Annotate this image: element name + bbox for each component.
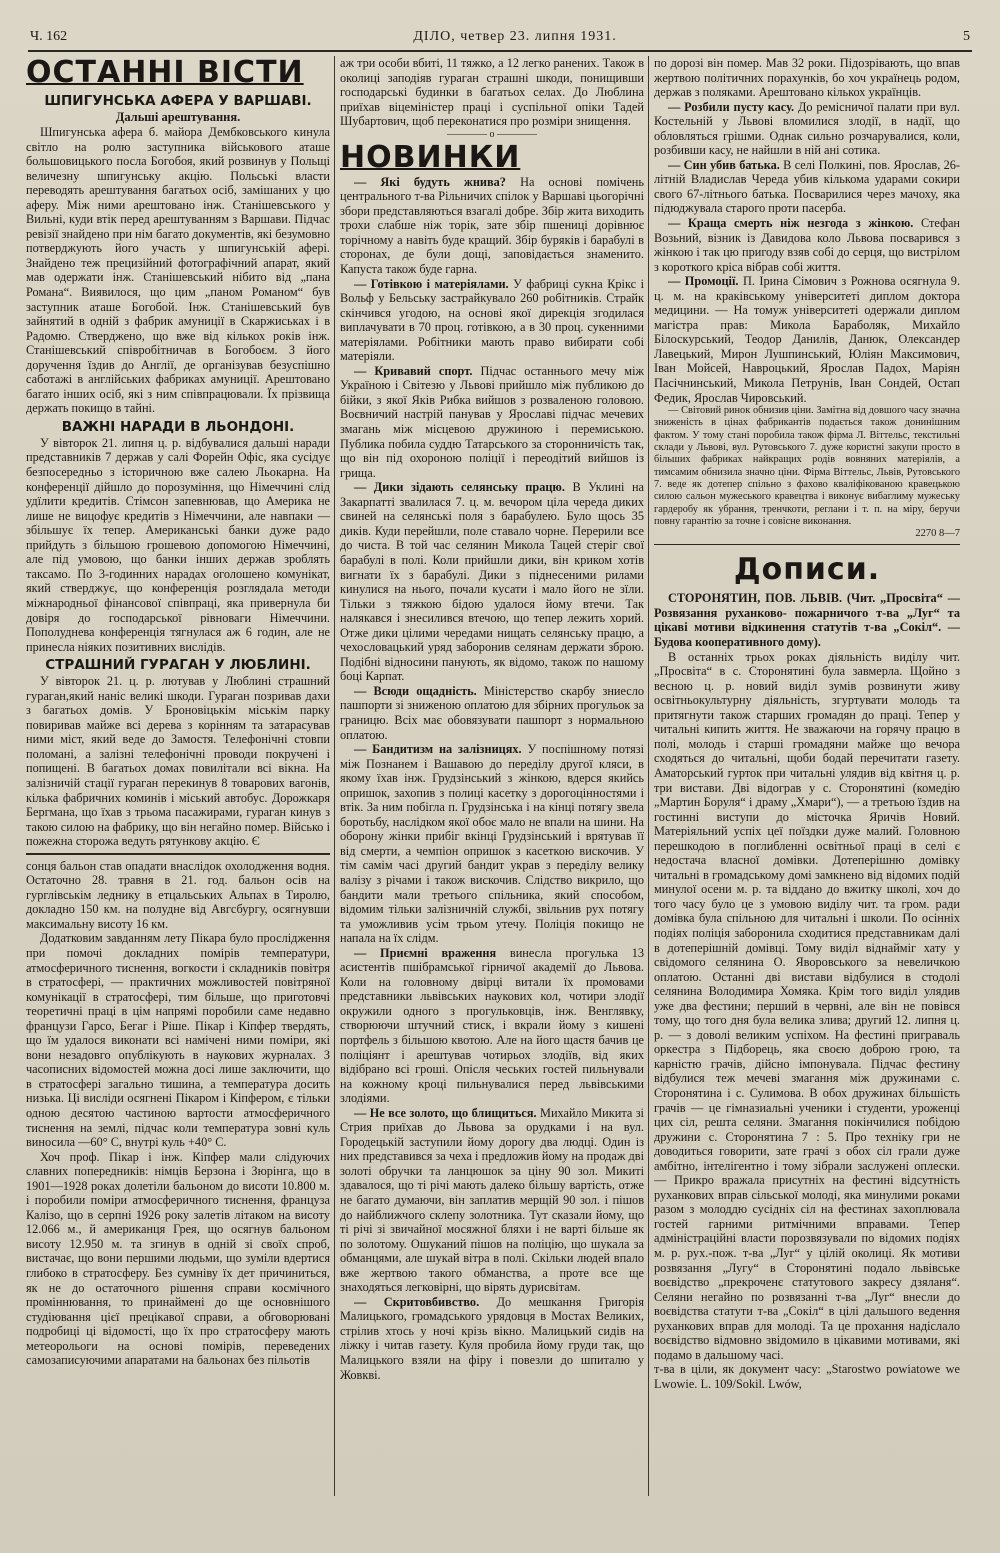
- header-rule: [28, 50, 972, 52]
- article-text: У вівторок 21. ц. р. лютував у Люблині страшний гураган,який наніс великі шкоди. Гураган позривав дахи з багатьох домів. У Броновіцькім міськім парку повиривав майже всі дерева з корінням та затарасував ними міст, який веде до Замостя. Телефонічні стовпи поломані, а залізні телефонічні проводи покручені і попищені. В багатьох домах повилітали всі вікна. На залізничій стації гураган перекинув 8 товарових вагонів, кілька фабричних коминів і міський автобус. Дорожкаря Бергмана, що їхав з трьома пасажирами, гураган кинув з такою силою на фабрику, що він негайно помер. Військо і пожежна сторожа ведуть рятункову акцію. Є: [26, 674, 330, 849]
- news-item-text: У фабриці сукна Крікс і Вольф у Бельську застрайкувало 260 робітників. Страйк скінчився угодою, на основі якої дирекція згодилася виплачувати в 70 проц. готівкою, а в 30 проц. сукенними матеріялами. Робітники мають право вибирати собі матеріяли.: [340, 276, 644, 364]
- news-item-head: — Не все золото, що блищиться.: [354, 1105, 537, 1120]
- article-text: Хоч проф. Пікар і інж. Кіпфер мали слідуючих славних попередників: німців Берзона і Зюрінга, що в 1901—1928 роках долетіли бальоном до висоти 10.800 м. і поробили поміри атмосферичного тиснення, француза Калізо, що в серпні 1926 року залетів літаком на висоту 12.066 м., й американця Грея, що осягнув бальоном висоту 12.950 м. та згинув в одній зі своїх спроб, вистачає, що вони першими людьми, що зуміли вдертися глибоко в стратосферу. Без сумніву їх дет причиниться, як не до остаточного рішення справи космічного проміннювання, то принаймені до ще основнішого студіювання цієї прецікавої справи, а обговорювані подробиці ці відомості, що їх про стратосферу мають метеорольоги на основі помірів, переведених самозаписуючими апаратами на бальонах без пільотів: [26, 1149, 330, 1368]
- news-item: [340, 364, 644, 480]
- news-item-head: — Всюди ощадність.: [354, 683, 477, 698]
- news-item-head: — Бандитизм на залізницях.: [354, 742, 522, 757]
- news-item: [340, 175, 644, 277]
- news-item: [340, 742, 644, 946]
- article-text: Додатковим завданням лету Пікара було прослідження при помочі докладних помірів температури, атмосферичного тиснення, вогкости і складників повітря в стратосфері, — практичних можливостей повітряної комунікації в стратосфері, тим більше, що приготовчі теоретичні праці в цім напрямі поробили саме недавно французи Гарсо, Бегаг і Ріше. Пікар і Кіпфер твердять, що їм удалося виконати всі намічені ними поміри, які вони незадовго опублікують в наукових журналах. З часописних відомостей можна досі лише заключити, що в стратосфері загально тишина, а температура досить низька. Ці висліди осягнені Пікаром і Кіпфером, є тільки одною десятою частиною вартости атмосферичного тиснення на землі, підчас коли температура зовні куль виносила —60° С, внутрі куль +40° С.: [26, 931, 330, 1150]
- news-item: [340, 946, 644, 1106]
- news-item: [654, 100, 960, 158]
- column-1: [26, 56, 330, 1496]
- section-rule: [26, 853, 330, 855]
- page-number: 5: [962, 29, 970, 44]
- article-text: сонця бальон став опадати внаслідок охолодження водня. Остаточно 28. травня в 21. год. бальон осів на гурглівськім леднику в етцальських Альпах в Тиролю, докладно 150 км. на полудне від Авгсбургу, осягнувши максимальну висоту 16 км.: [26, 858, 330, 931]
- article-text: У вівторок 21. липня ц. р. відбувалися дальші наради представників 7 держав у салі Форейн Офіс, яка сусідує безпосередньо з історичною вже салею Льокарна. На конференції дійшло до порозуміння, що Німеччині слід удїлити кредитів. Стімсон запевнював, що Америка не лише не вицофує кредитів з Німеччини, але навпаки — збільшує їх тепер. Американські банки дуже радо прийдуть з більшою грошевою допомогою Німеччині, але під умовою, що банки інших держав зроблять таксамо. По 3-годинних нарадах оголошено комунікат, який стверджує, що конференція розглядала методи міжнародньої фінансової співпраці, яка привернула би довіря до господарської рівноваги Німеччини. Пополуднева конференція тягнулася аж 6 годин, але не принесла ніяких позитивних вислідів.: [26, 435, 330, 654]
- issue-number: Ч. 162: [30, 29, 68, 44]
- correspondence-text: В останніх трьох роках діяльність виділу чит. „Просвіта“ в с. Сторонятині була завмерла. Щойно з весною ц. р. новий виділ зумів розвинути живу освітньокультурну діяльність, згуртувати молодь та притягнути також старших громадян до праці. Тепер у читальні кипить життя. Не зважаючи на горячу працю в полі, молодь і старші громадяни майже що вечора сходяться до читальні, щоби бодай перечитати газету. Аматорський гурток при читальні улядив від квітня ц. р. три вистави. Дві відограв у с. Сторонятині (комедію „Мартин Боруля“ і драму „Хмари“), — а третьою їздив на гостинні виступи до місточка Яричів Новий. Матеріяльний успіх цеї поїздки дуже малий. Головною перешкодою в поглибленні освітньої праці в селі є недостача власної домівки. Дотеперішню домівку читальні в громадському домі замкнено від відомих подій минулої осени м. р. та віддано до вжитку школі, хоч до того часу було це з умовою виділу чит. та гром. ради домівка була спільною для читальні і школи. По осінніх подіях поліція заборонила сходитися представникам далі в дотеперішній домівці. Тому виділ віднайміг хату у свідомого селянина О. Яворовського за невеличкою оплатою. Останні дві вистави відбулися в стодолі селянина Володимира Хомяка. Крім того виділ улядив уже два фестини; перший в червні, але він не повівся тому, що того дня була велика злива; другий 12. липня ц. р. — з доволі великим успіхом. На фестині приграваль оркестра з Підборець, яка своєю доброю грою, та карністю грачів, дійсно імпонувала. Підчас фестину відбулися теж мечеві змагання між дружинами с. Сторонятина і с. Сулимова. В обох дружинах більшість грачів — це гімназиальні ученики і студенти, уроженці цих сіл, решта селяни. Змагання покінчилися побідою дружини с. Сторонятина 7 : 5. Про техніку гри не доводиться говорити, зате грачі з обох сіл грали дуже амбітно, інтелігентно і тому зібрали заслужені оплески. — Прикро вражала присутніх на фестині відсутність руханкових вправ сільської молоді, яка минулими роками разом з молоддю сусідніх сіл на фестинах захоплювала гостей гарними ритмічними вправами. Тепер адміністраційні власти порозвязували по відомих подіях м. р. рух.-пож. т-ва „Луг“ у цілій околиці. Як мотиви розвязання „Лугу“ в Сторонятині подало львівське воєвідство „прекроченє статутового закресу дзяланя“. Селяни негайно по розвязанні т-ва „Луг“ внесли до воєвідства статути т-ва „Сокіл“ в цілі дальшого ведення руханкових вправ для молоді. Та це прохання надіслало воєвідство відмовно звідомило в цікавими мотивами, які подамо в дальшому часі.: [654, 649, 960, 1362]
- news-item-text: П. Ірина Сімович з Рожнова осягнула 9. ц. м. на краківському університеті диплом доктора медицини. — На томуж університеті одержали диплом магістра прав: Микола Бараболяк, Михайло Білоскурський, Теодор Данилів, Данюк, Олександер Лавецький, Мирон Лушпинський, Юліян Максимович, Іван Мойсей, Навроцький, Ярослав Падох, Маріян Пасічнинський, Микола Петрунів, Іван Сондей, Остап Федик, Ярослав Чировський.: [654, 274, 960, 405]
- running-head: [30, 26, 970, 48]
- news-item-text: До мешкання Григорія Малицького, громадського урядовця в Мостах Великих, стрілив хтось у ночі крізь вікно. Малицький сидів на ліжку і читав газету. Куля пробила йому груди так, що Малицького взяли на фіру і повезли до шпиталю у Жовкві.: [340, 1294, 644, 1382]
- section-rule: [654, 544, 960, 545]
- article-text: по дорозі він помер. Мав 32 роки. Підозрівають, що впав жертвою політичних порахунків, бо хоч українець родом, держав з поляками. Арештовано кількох українців.: [654, 56, 960, 100]
- news-item-text: винесла прогулька 13 асистентів пшібрамської гірничої академії до Львова. Коли на головному двірці витали їх промовами представники львівських наукових кол, чотири злодії окружили одного з прогульковців, інж. Венглявку, створюючи штучний стиск, і вкрали йому з кишені портфель з більшою квотою. Але на його щастя бачив це поліціянт і арештував чотирьох злодіїв, від яких відібрано всі гроші. Опісля чеських гостей пильнували на кожному кроці пильнувалися перед львівськими злодіями.: [340, 945, 644, 1106]
- news-item-head: — Промоції.: [668, 274, 739, 289]
- advertisement-text: — Світовий ринок обнизив ціни. Замітна від довшого часу значна зниженість в цінах фабрикантів подається також донинішним фактом. У тому стані поробила також фірма Л. Віттельс, текстильні склади у Львові, вул. Рутовського 7. дуже користні закупи просто в більших фабриках найкращих родів вовняних матеріялів, а тимсамим обнизила значно ціни. Фірма Віттельс, Львів, Рутовського 7. веде як дотепер спільно з фахово кваліфікованою кравецькою силою сальон мужеського кравецтва і виконує вибаглиму мужеську гардеробу як убрання, тренчкоти, реглани і т. п. на міру, беручи повну гарантію за точне і совісне виконання.: [654, 405, 960, 527]
- column-rule-1: [334, 56, 335, 1496]
- news-item: [340, 1295, 644, 1382]
- news-item-head: — Кривавий спорт.: [354, 363, 473, 378]
- section-title-news: НОВИНКИ: [340, 139, 521, 175]
- correspondence-place: СТОРОНЯТИН, ПОВ. ЛЬВІВ.: [668, 591, 843, 606]
- column-3: [654, 56, 960, 1496]
- correspondence-subtitle: (Чит. „Просвіта“ — Розвязання руханково- пожарничого т-ва „Луг“ та цікаві мотиви відкинення статутів т-ва „Сокіл“. — Будова кооперативного дому).: [654, 591, 960, 650]
- news-item-text: В Уклині на Закарпатті звалилася 7. ц. м. вечором ціла череда диких свиней на селянські поля з барабулею. Було щось 35 диків. Куди перейшли, поле ставало чорне. Перерили все до чиста. В той час селянин Микола Тацей стеріг свої барабулі в полі. Коли прийшли дики, він криком хотів вигнати їх з барабулі. Дики з піднесеними рилами кинулися на нього, почали кусати і мало його не зїли. Тільки з тяжкою бідою удалося йому втечи. Так налякався і знесилився втечою, що тепер лежить хорий. Отже дики цілими чередами нищать селянську працю, а чехословацький уряд заборонив селянам держати зброю. Подібні відносини панують, як відомо, також по нашому боці Карпат.: [340, 480, 644, 684]
- news-item-text: На основі помічень центрального т-ва Рільничих спілок у Варшаві цьогорічні збори представляються взагалі добре. Збір жита виходить трохи слабше ніж торік, зате збір пшениці дорівнює торічному а навіть буде кращий. Збір буряків і барабулі в сторонах, де були дощі, заповідається знаменито. Капуста також буде гарна.: [340, 174, 644, 277]
- news-item: [340, 480, 644, 684]
- news-item-head: — Приємні враження: [354, 945, 497, 960]
- news-item-head: — Які будуть жнива?: [354, 174, 506, 189]
- ornament-divider: ———— о ————: [447, 128, 537, 140]
- news-item-head: — Син убив батька.: [668, 157, 780, 172]
- article-title-spy-affair: ШПИГУНСЬКА АФЕРА У ВАРШАВІ.: [44, 93, 312, 109]
- column-2: [340, 56, 644, 1496]
- news-item: [340, 1106, 644, 1295]
- article-title-london-talks: ВАЖНІ НАРАДИ В ЛЬОНДОНІ.: [61, 418, 295, 435]
- news-item-head: — Скритовбивство.: [354, 1294, 480, 1309]
- article-subtitle-arrests: Дальші арештування.: [115, 110, 241, 124]
- news-item-text: Стефан Возьний, візник із Давидова коло Львова посварився з жінкою і так цю пригоду взяв собі до серця, що вистрілом з короткого кріса вібрав собі життя.: [654, 216, 960, 274]
- news-item: [340, 684, 644, 742]
- news-item-head: — Краща смерть ніж незгода з жінкою.: [668, 216, 914, 231]
- news-item-text: До ремісничої палати при вул. Костельній у Львові вломилися злодії, в надії, що обловляться грішми. Однак сильно розчарувалися, коли, розбивши касу, не найшли в ній ані сотика.: [654, 99, 960, 158]
- news-item: [654, 216, 960, 274]
- correspondence-tail: т-ва в ціли, як документ часу: „Starostwo powiatowe we Lwowie. L. 109/Sokil. Lwów,: [654, 1362, 960, 1391]
- section-title-correspondence: Дописи.: [733, 552, 881, 588]
- article-text: аж три особи вбиті, 11 тяжко, а 12 легко ранених. Також в околиці заподіяв гураган страшні шкоди, понищивши господарські будинки в багатьох селах. До Люблина приїхав віцеміністер праці і суспільної опіки Тадей Шубартович, щоб переконатися про розміри знищення.: [340, 56, 644, 129]
- news-item-head: — Розбили пусту касу.: [668, 99, 795, 114]
- news-item: [654, 158, 960, 216]
- news-item-text: Михайло Микита зі Стрия приїхав до Львова за орудками і на вул. Городецькій заступили йому дорогу два людці. Один із них представився за чеха і предложив йому на продаж дві золоті обручки та ланцюшок за ціну 90 зол. Микиті здавалося, що ті річі мають далеко більшу вартість, отже не багато думаючи, він заплатив мерщій 90 зол. і пішов до найближчого склепу золотника. Тут сказали йому, що ті річі зі звичайної мосяжної бляхи і не варті більше як по золотому. Ошуканий пішов на поліцію, що шукала за обманцями, але шукай вітра в полі. Скільки людей впало вже жертвою такого обманства, а проте все ще знаходяться легковірні, що вірять дурисвітам.: [340, 1105, 644, 1295]
- masthead-date: ДІЛО, четвер 23. липня 1931.: [413, 29, 617, 44]
- news-item: [340, 277, 644, 364]
- news-item-head: — Дики зідають селянську працю.: [354, 480, 565, 495]
- news-item: [654, 274, 960, 405]
- section-title-latest-news: ОСТАННІ ВІСТИ: [26, 56, 304, 90]
- article-text: Шпигунська афера б. майора Дембковського кинула світло на ролю заступника військового аташе большовицького посла Богобоя, який розвинув у Польщі величезну шпигунську акцію. Польські власти переводять арештування багатьох осіб, замішаних у цю аферу. Між ними арештовано інж. Станішевського у Вильні, куди втік перед арештуванням з Варшави. Підчас ревізії знайдено при нім багато документів, які безумовно потверджують його участь у шпигунській афері. Знайдено теж прецизійний фотографічний апарат, який мав одержати інж. Станішевський нібито від „пана Романа“. Виявилося, що цим „паном Романом“ був заступник аташе Богобой. Інж. Станішевський був зайнятий в одній з фабрик амуниції в Скаржиськах і в Радомю. Стверджено, що вже від кількох років інж. Станішевський співробітничав в Богобоєм. З його доручення їздив до Англії, де організував безуспішно саботажі в англійських фабриках амуниції. Арештовано багато інших осіб, які з ним співпрацювали. Їх прізвища держать покищо в тайні.: [26, 125, 330, 416]
- news-item-text: В селі Полкині, пов. Ярослав, 26-літній Владислав Череда убив кількома ударами сокири свого 67-літнього батька. Посварилися через мачоху, яка підюджувала старого проти пасерба.: [654, 157, 960, 216]
- news-item-head: — Готівкою і матеріялами.: [354, 276, 509, 291]
- news-item-text: Міністерство скарбу зниесло пашпорти зі зниженою оплатою для збірних прогульок за границю. Всіх має обовязувати пашпорт з нормальною оплатою.: [340, 683, 644, 742]
- article-title-lublin-hurricane: СТРАШНИЙ ГУРАГАН У ЛЮБЛИНІ.: [45, 657, 311, 674]
- advertisement-code: 2270 8—7: [915, 528, 960, 540]
- news-item-text: У поспішному потязі між Познанем і Вашавою до переділу другої кляси, в якому їхав інж. Грудзінський з жінкою, вдерся якийсь опришок, захопив з полиці касетку з дорогоцінностями і втік. За ним побігла п. Грудзінська і на кінці потягу звела боротьбу, наслідком якої обоє мало не впали на шини. На оборону жінки прибіг вкінці Грудзінський і врятував її від смерти, а чемпіон опришок з касеткою вискочив. У тім самім часі другий бандит украв з переділу велику валізу з річами і також вискочив. Слідство викрило, що бандити мали третього спільника, який способом, відомим тільки залізничній службі, звільнив рух потягу та уможливив усім трьом утечу. Поліція покищо не напала на їх слідм.: [340, 742, 644, 946]
- news-item-text: Підчас останнього мечу між Україною і Світезю у Львові прийшло між публикою до бійки, з якої Яків Рибка вийшов з розваленою головою. Воєвничий настрій панував у Ярославі підчас мечевих змагань між місцевою дружиною і перемиською. Публика побила суддю Татарського за сторонничість так, що він під охороною поліції і переодітий вийшов із грища.: [340, 363, 644, 480]
- column-rule-2: [648, 56, 649, 1496]
